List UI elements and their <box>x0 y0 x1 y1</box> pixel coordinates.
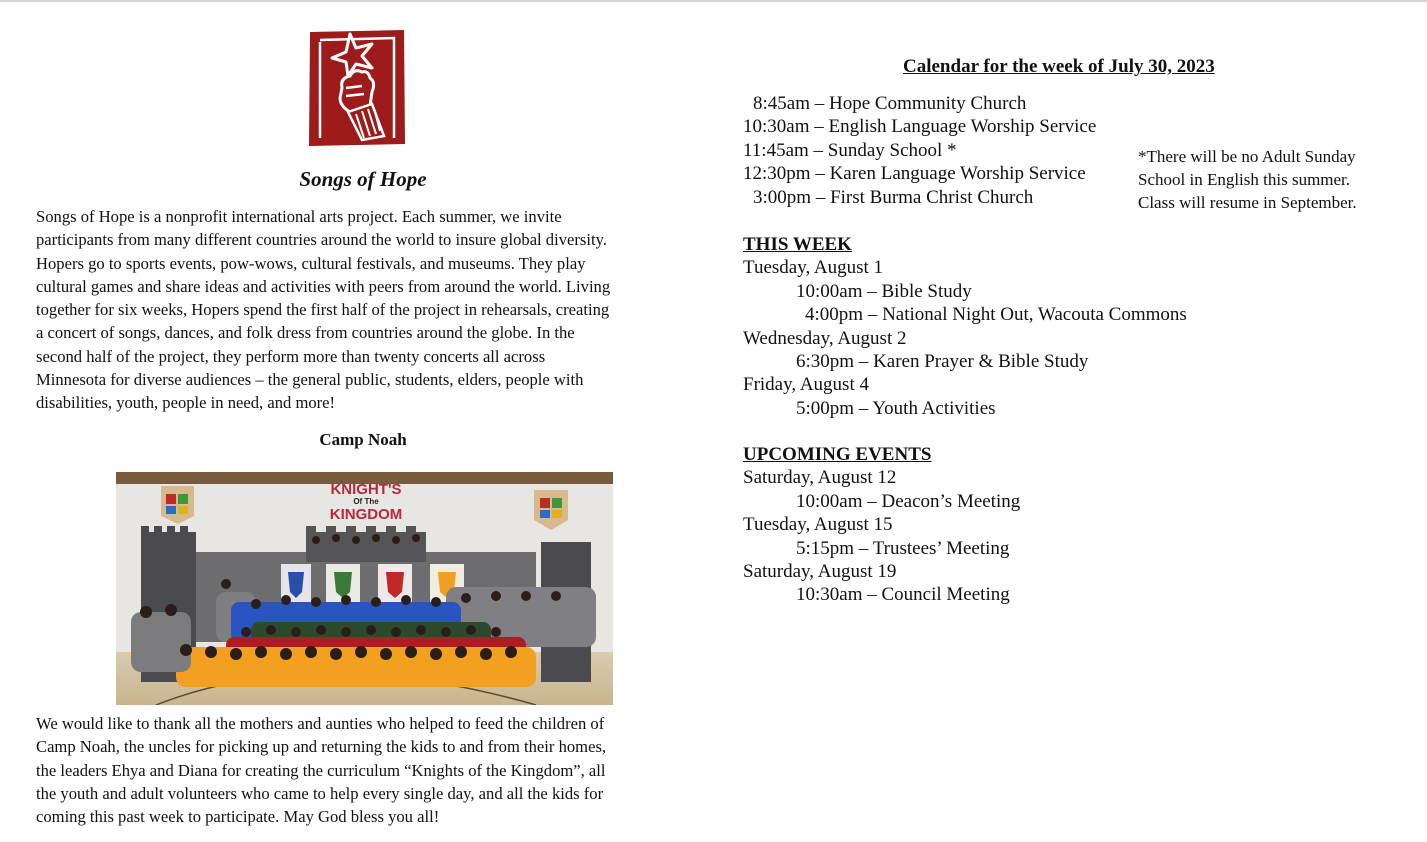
body-line: the leaders Ehya and Diana for creating the curriculum “Knights of the Kingdom”, all <box>36 760 606 780</box>
upcoming-events-heading: UPCOMING EVENTS <box>743 444 932 465</box>
event-time: 10:30am <box>796 584 863 606</box>
schedule-time: 10:30am <box>743 116 810 138</box>
dash: – <box>858 397 869 419</box>
event-name: Bible Study <box>881 280 972 302</box>
body-line: the youth and adult volunteers who came to help every single day, and all the kids for <box>36 783 604 803</box>
event-name: Deacon’s Meeting <box>881 490 1021 512</box>
event-item <box>743 350 1187 373</box>
body-line: We would like to thank all the mothers and aunties who helped to feed the children of <box>36 714 605 733</box>
event-name: National Night Out, Wacouta Commons <box>882 304 1187 326</box>
dash: – <box>813 139 824 161</box>
footnote-line: *There will be no Adult Sunday <box>1138 147 1356 166</box>
day-label: Wednesday, August 2 <box>743 327 907 349</box>
body-line: Songs of Hope is a nonprofit international arts project. Each summer, we invite <box>36 207 562 226</box>
camp-noah-group-photo <box>116 472 613 705</box>
schedule-time: 3:00pm <box>753 186 812 208</box>
dash: – <box>867 304 878 326</box>
event-item <box>743 583 1020 606</box>
event-name: Karen Prayer & Bible Study <box>873 351 1089 373</box>
event-time: 6:30pm <box>796 351 855 373</box>
dash: – <box>867 280 877 302</box>
event-time: 10:00am <box>796 490 863 512</box>
upcoming-events-section <box>743 443 1020 607</box>
dash: – <box>867 584 877 606</box>
dash: – <box>867 490 877 512</box>
day-label: Friday, August 4 <box>743 374 869 396</box>
event-item <box>743 537 1020 560</box>
photo-sign-line1: KNIGHT'S <box>330 481 402 498</box>
body-line: participants from many different countries around the world to insure global diversity. <box>36 230 607 250</box>
day-label: Saturday, August 19 <box>743 561 897 583</box>
event-item <box>743 303 1187 326</box>
top-border <box>0 0 1427 2</box>
body-line: cultural games and share ideas and activities with peers from around the world. Living <box>36 276 611 296</box>
songs-of-hope-logo <box>306 28 408 148</box>
weekly-schedule <box>743 92 1096 209</box>
this-week-section <box>743 233 1187 420</box>
event-item <box>743 397 1187 420</box>
songs-of-hope-title: Songs of Hope <box>299 167 427 191</box>
photo-sign-line3: KINGDOM <box>329 506 403 523</box>
dash: – <box>815 186 826 208</box>
schedule-time: 11:45am <box>743 139 809 161</box>
songs-of-hope-body <box>36 205 706 415</box>
schedule-time: 8:45am <box>753 93 810 114</box>
dash: – <box>858 351 869 373</box>
event-name: Council Meeting <box>881 584 1010 606</box>
schedule-item <box>743 139 1096 162</box>
event-time: 5:15pm <box>796 537 855 559</box>
schedule-event: English Language Worship Service <box>828 116 1097 138</box>
body-line: second half of the project, they perform more than twenty concerts all across <box>36 346 546 366</box>
dash: – <box>858 537 869 559</box>
dash: – <box>814 116 824 138</box>
schedule-event: Hope Community Church <box>829 93 1027 114</box>
event-item <box>743 490 1020 513</box>
camp-noah-title: Camp Noah <box>319 430 407 449</box>
schedule-event: Sunday School * <box>827 139 957 161</box>
footnote-line: School in English this summer. <box>1138 170 1351 190</box>
event-time: 5:00pm <box>796 397 855 419</box>
camp-noah-body <box>36 712 706 828</box>
footnote-line: Class will resume in September. <box>1138 193 1357 213</box>
body-line: Minnesota for diverse audiences – the general public, students, elders, people with <box>36 370 584 390</box>
event-name: Trustees’ Meeting <box>872 537 1010 559</box>
this-week-heading: THIS WEEK <box>743 234 852 255</box>
body-line: Camp Noah, the uncles for picking up and returning the kids to and from their homes, <box>36 737 607 757</box>
event-name: Youth Activities <box>872 397 996 419</box>
schedule-item <box>743 162 1096 185</box>
schedule-item <box>743 92 1096 115</box>
body-line: a concert of songs, dances, and folk dress from countries around the globe. In the <box>36 323 575 343</box>
body-line: Hopers go to sports events, pow-wows, cultural festivals, and museums. They play <box>36 253 586 273</box>
sunday-school-footnote <box>1138 145 1357 215</box>
schedule-item <box>743 115 1096 138</box>
schedule-item <box>743 186 1096 209</box>
schedule-event: First Burma Christ Church <box>830 186 1034 208</box>
schedule-event: Karen Language Worship Service <box>829 163 1086 185</box>
schedule-time: 12:30pm <box>743 163 811 185</box>
body-line: together for six weeks, Hopers spend the first half of the project in rehearsals, creating <box>36 300 610 320</box>
day-label: Tuesday, August 1 <box>743 257 884 279</box>
event-time: 4:00pm <box>805 304 864 326</box>
body-line: disabilities, youth, people in need, and more! <box>36 393 336 413</box>
dash: – <box>814 93 825 114</box>
dash: – <box>815 163 825 185</box>
calendar-title: Calendar for the week of July 30, 2023 <box>903 56 1215 77</box>
photo-sign-line2: Of The <box>353 497 379 506</box>
day-label: Saturday, August 12 <box>743 467 897 489</box>
event-time: 10:00am <box>796 280 863 302</box>
event-item <box>743 280 1187 303</box>
body-line: coming this past week to participate. May God bless you all! <box>36 807 440 827</box>
day-label: Tuesday, August 15 <box>743 514 893 536</box>
